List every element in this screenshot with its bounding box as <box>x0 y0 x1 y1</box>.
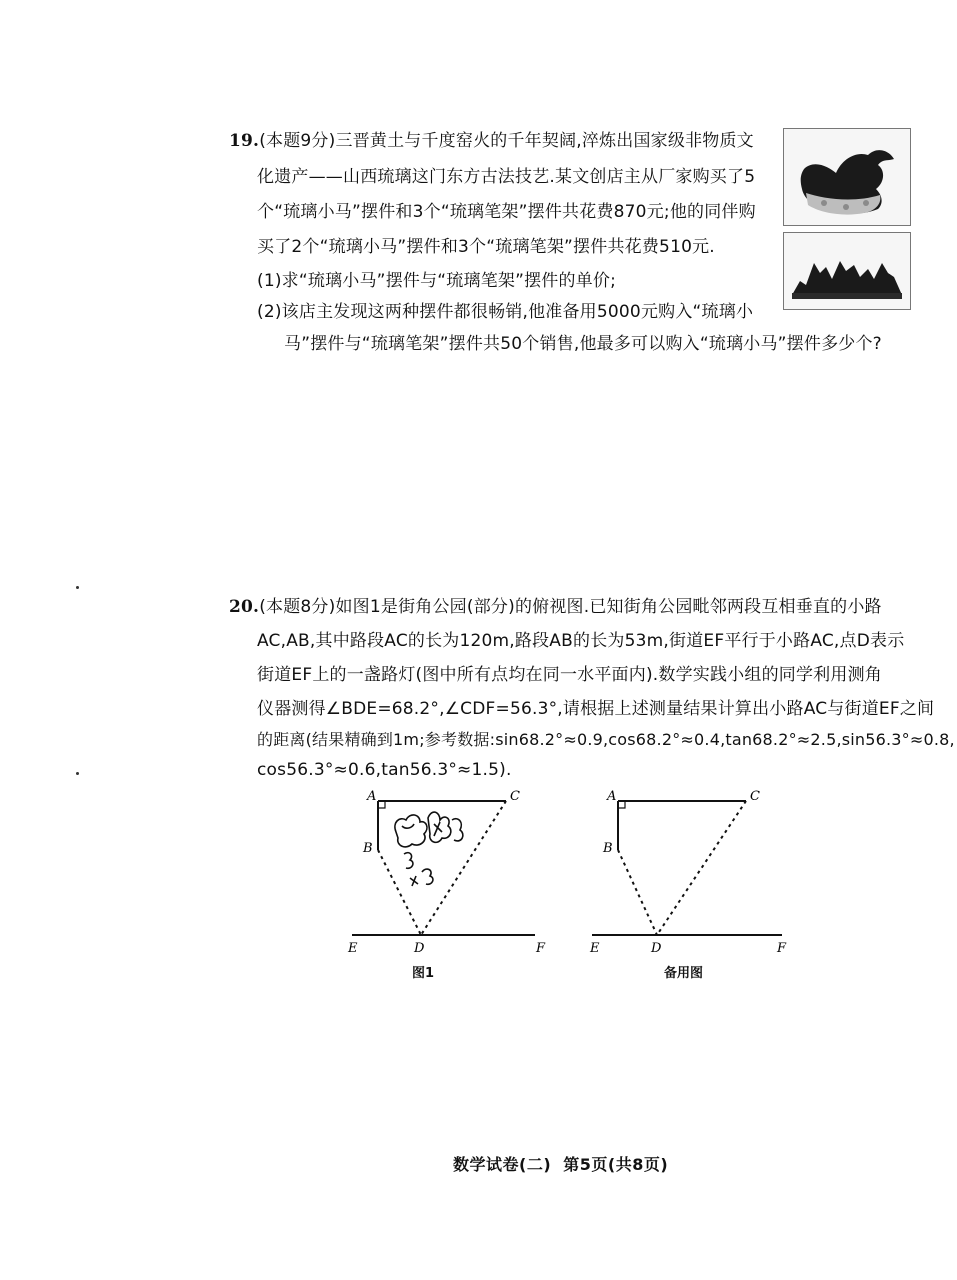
figure-1-caption: 图1 <box>412 966 435 981</box>
label-F-fig1: F <box>536 941 546 956</box>
q19-line-4: 买了2个“琉璃小马”摆件和3个“琉璃笔架”摆件共花费510元. <box>257 237 715 257</box>
q19-subquestion-1: (1)求“琉璃小马”摆件与“琉璃笔架”摆件的单价; <box>257 271 617 291</box>
label-E-fig1: E <box>348 941 358 956</box>
q20-line-4: 仪器测得∠BDE=68.2°,∠CDF=56.3°,请根据上述测量结果计算出小路AC与街道EF之间 <box>257 699 935 719</box>
label-E-fig2: E <box>590 941 600 956</box>
label-C-fig1: C <box>510 789 520 804</box>
q19-subquestion-2: (2)该店主发现这两种摆件都很畅销,他准备用5000元购入“琉璃小 <box>257 302 754 322</box>
q20-line-5: 的距离(结果精确到1m;参考数据:sin68.2°≈0.9,cos68.2°≈0.4,tan68.2°≈2.5,sin56.3°≈0.8, <box>257 730 955 749</box>
label-F-fig2: F <box>777 941 787 956</box>
q20-line-2: AC,AB,其中路段AC的长为120m,路段AB的长为53m,街道EF平行于小路AC,点D表示 <box>257 631 905 651</box>
label-D-fig2: D <box>651 941 662 956</box>
glass-horse-photo <box>783 128 911 226</box>
label-B-fig1: B <box>363 841 373 856</box>
q20-number: 20. <box>229 597 260 617</box>
backup-figure-caption: 备用图 <box>664 966 704 981</box>
margin-dot <box>76 772 79 775</box>
q19-line-2: 化遗产——山西琉璃这门东方古法技艺.某文创店主从厂家购买了5 <box>257 167 756 187</box>
label-A-fig2: A <box>607 789 617 804</box>
glass-pen-holder-photo <box>783 232 911 310</box>
label-A-fig1: A <box>367 789 377 804</box>
backup-figure-diagram <box>589 789 787 956</box>
q20-line-1 <box>229 592 882 617</box>
q19-text: (本题9分)三晋黄土与千度窑火的千年契阔,淬炼出国家级非物质文 <box>259 131 754 151</box>
q19-number: 19. <box>229 131 260 151</box>
q19-line-1 <box>229 126 754 151</box>
q20-text: (本题8分)如图1是街角公园(部分)的俯视图.已知街角公园毗邻两段互相垂直的小路 <box>259 597 882 617</box>
label-D-fig1: D <box>414 941 425 956</box>
page-footer: 数学试卷(二) 第5页(共8页) <box>453 1155 669 1174</box>
park-trees-drawing <box>395 812 463 886</box>
geometry-figures <box>330 780 810 990</box>
q19-subquestion-2-cont: 马”摆件与“琉璃笔架”摆件共50个销售,他最多可以购入“琉璃小马”摆件多少个? <box>284 334 882 354</box>
label-B-fig2: B <box>603 841 613 856</box>
q19-line-3: 个“琉璃小马”摆件和3个“琉璃笔架”摆件共花费870元;他的同伴购 <box>257 202 756 222</box>
q20-line-6: cos56.3°≈0.6,tan56.3°≈1.5). <box>257 760 512 780</box>
label-C-fig2: C <box>750 789 760 804</box>
figure-1-diagram <box>347 789 546 956</box>
q20-line-3: 街道EF上的一盏路灯(图中所有点均在同一水平面内).数学实践小组的同学利用测角 <box>257 665 882 685</box>
margin-dot <box>76 586 79 589</box>
